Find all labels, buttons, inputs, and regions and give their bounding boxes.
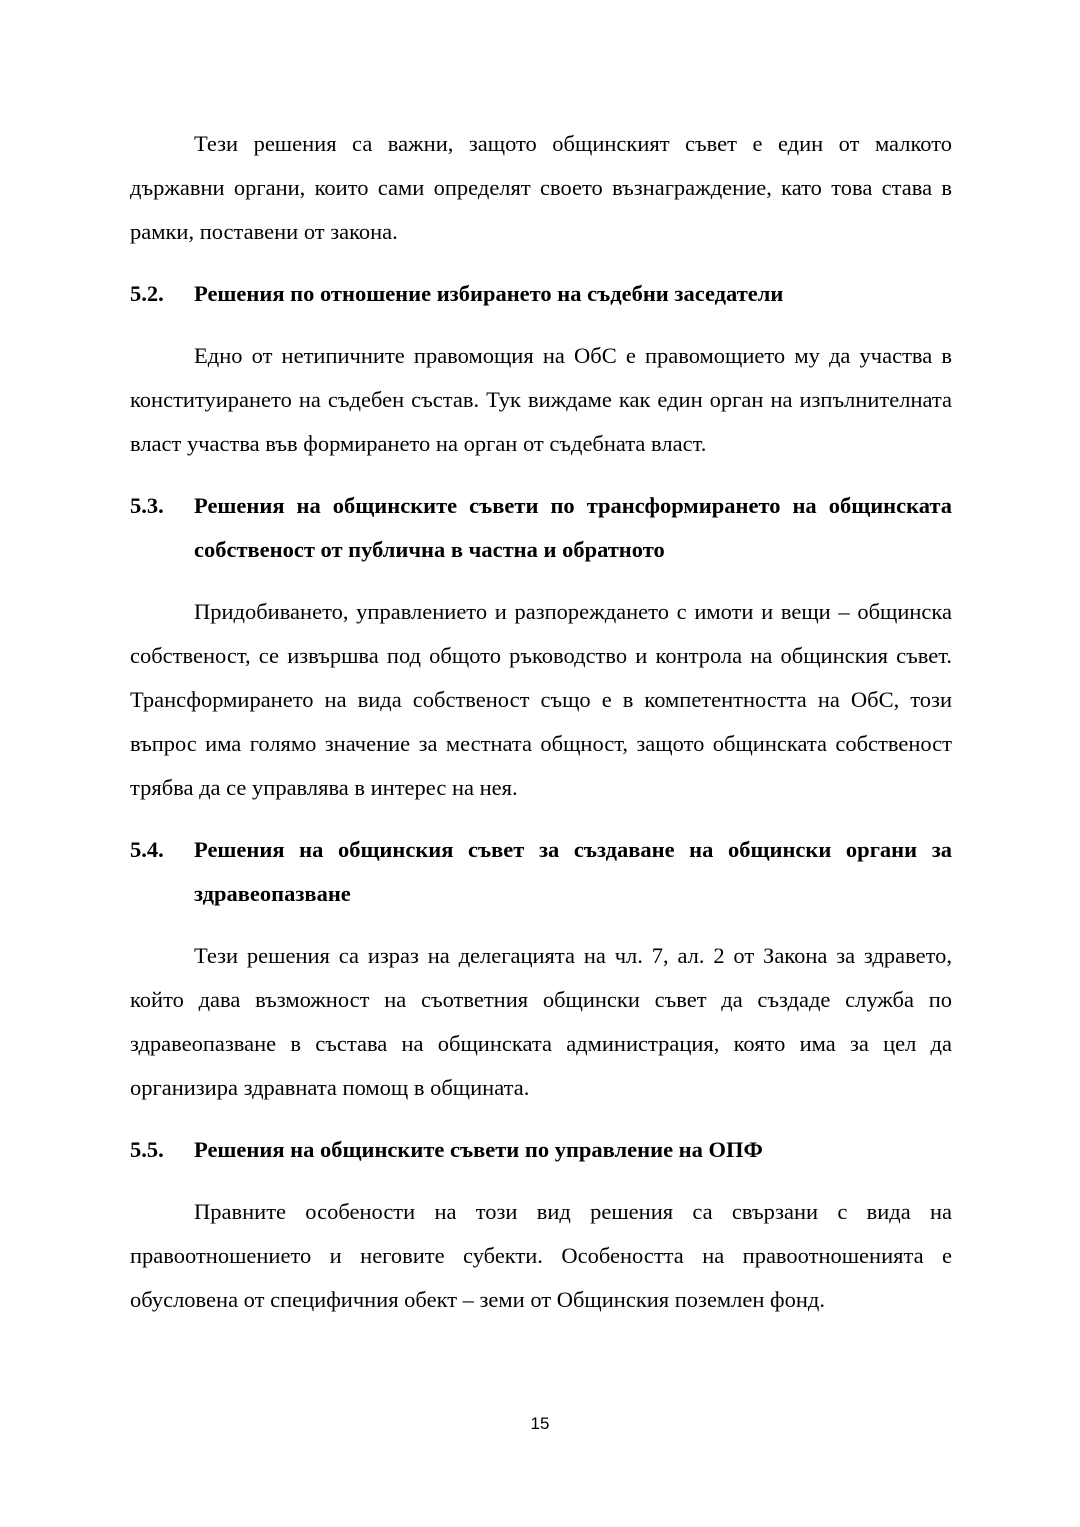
section-heading-5-3 (130, 484, 952, 572)
section-paragraph-5-3: Придобиването, управлението и разпореждането с имоти и вещи – общинска собственост, се извършва под общото ръководство и контрола на общинския съвет. Трансформирането на вида собственост също е в компетентността на ОбС, този въпрос има голямо значение за местната общност, защото общинската собственост трябва да се управлява в интерес на нея. (130, 599, 952, 800)
intro-paragraph: Тези решения са важни, защото общинският съвет е един от малкото държавни органи, които сами определят своето възнаграждение, като това става в рамки, поставени от закона. (130, 131, 952, 244)
section-paragraph-5-4: Тези решения са израз на делегацията на чл. 7, ал. 2 от Закона за здравето, който дава възможност на съответния общински съвет да създаде служба по здравеопазване в състава на общинската администрация, която има за цел да организира здравната помощ в общината. (130, 943, 952, 1100)
section-title: Решения на общинските съвети по трансформирането на общинската собственост от публична в частна и обратното (194, 493, 952, 562)
section-heading-5-2 (130, 272, 952, 316)
section-paragraph-5-2: Едно от нетипичните правомощия на ОбС е правомощието му да участва в конституирането на съдебен състав. Тук виждаме как един орган на изпълнителната власт участва във формирането на орган от съдебната власт. (130, 343, 952, 456)
section-heading-5-5 (130, 1128, 952, 1172)
page-number: 15 (530, 1414, 550, 1433)
section-number: 5.2. (130, 281, 164, 306)
section-title: Решения на общинските съвети по управление на ОПФ (194, 1137, 763, 1162)
section-paragraph-5-5: Правните особености на този вид решения са свързани с вида на правоотношението и неговите субекти. Особеността на правоотношенията е обусловена от специфичния обект – земи от Общинския поземлен фонд. (130, 1199, 952, 1312)
section-number: 5.5. (130, 1137, 164, 1162)
section-title: Решения по отношение избирането на съдебни заседатели (194, 281, 784, 306)
section-number: 5.3. (130, 493, 164, 518)
section-title: Решения на общинския съвет за създаване на общински органи за здравеопазване (194, 837, 952, 906)
section-heading-5-4 (130, 828, 952, 916)
section-number: 5.4. (130, 837, 164, 862)
document-page (130, 122, 952, 1322)
